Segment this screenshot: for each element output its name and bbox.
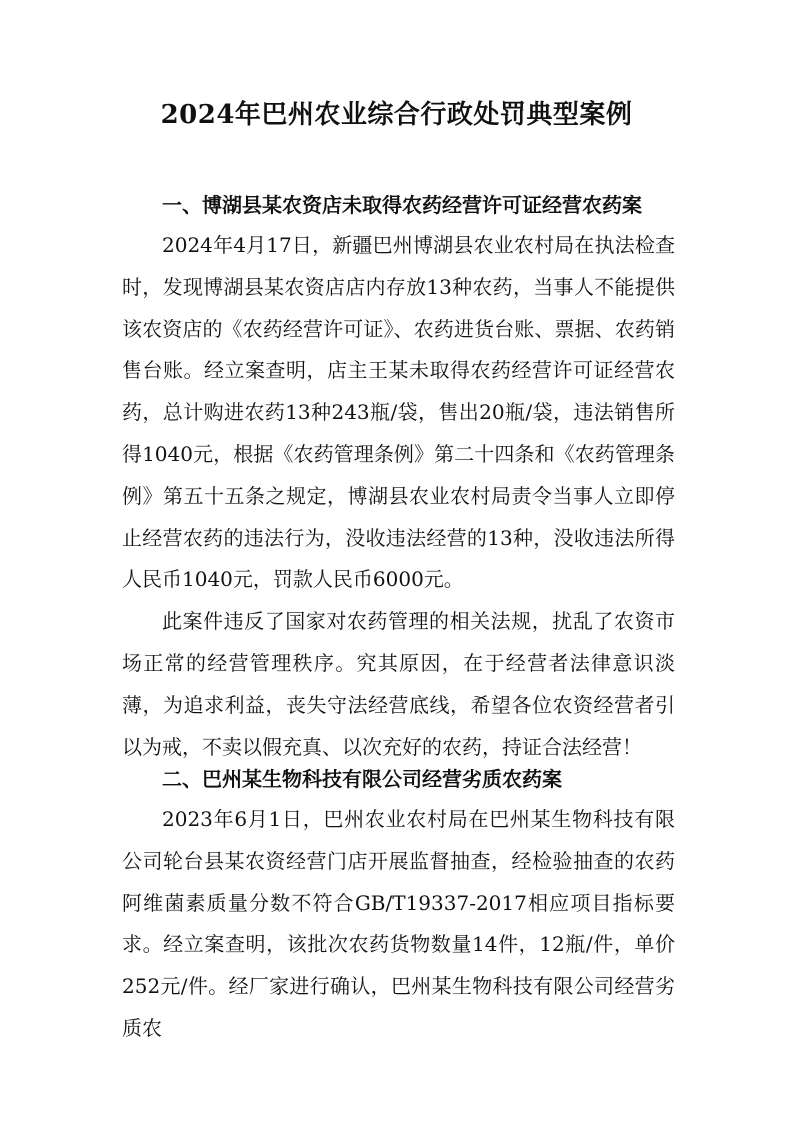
document-title: 2024年巴州农业综合行政处罚典型案例 — [160, 100, 633, 130]
section-1-heading: 一、博湖县某农资店未取得农药经营许可证经营农药案 — [162, 193, 642, 217]
section-1-paragraph-1: 2024年4月17日，新疆巴州博湖县农业农村局在执法检查时，发现博湖县某农资店店内存放13种农药，当事人不能提供该农资店的《农药经营许可证》、农药进货台账、票据、农药销售台账。经立案查明，店主王某未取得农药经营许可证经营农药，总计购进农药13种243瓶/袋，售出20瓶/袋，违法销售所得1040元，根据《农药管理条例》第二十四条和《农药管理条例》第五十五条之规定，博湖县农业农村局责令当事人立即停止经营农药的违法行为，没收违法经营的13种，没收违法所得人民币1040元，罚款人民币6000元。 — [122, 233, 675, 592]
section-2-heading: 二、巴州某生物科技有限公司经营劣质农药案 — [162, 767, 562, 791]
section-2 — [122, 759, 675, 1050]
section-1 — [122, 185, 675, 768]
section-2-paragraph-1: 2023年6月1日，巴州农业农村局在巴州某生物科技有限公司轮台县某农资经营门店开展监督抽查，经检验抽查的农药阿维菌素质量分数不符合GB/T19337-2017相应项目指标要求。经立案查明，该批次农药货物数量14件，12瓶/件，单价252元/件。经厂家进行确认，巴州某生物科技有限公司经营劣质农 — [122, 807, 675, 1040]
section-1-paragraph-2: 此案件违反了国家对农药管理的相关法规，扰乱了农资市场正常的经营管理秩序。究其原因，在于经营者法律意识淡薄，为追求利益，丧失守法经营底线，希望各位农资经营者引以为戒，不卖以假充真、以次充好的农药，持证合法经营！ — [122, 609, 675, 759]
